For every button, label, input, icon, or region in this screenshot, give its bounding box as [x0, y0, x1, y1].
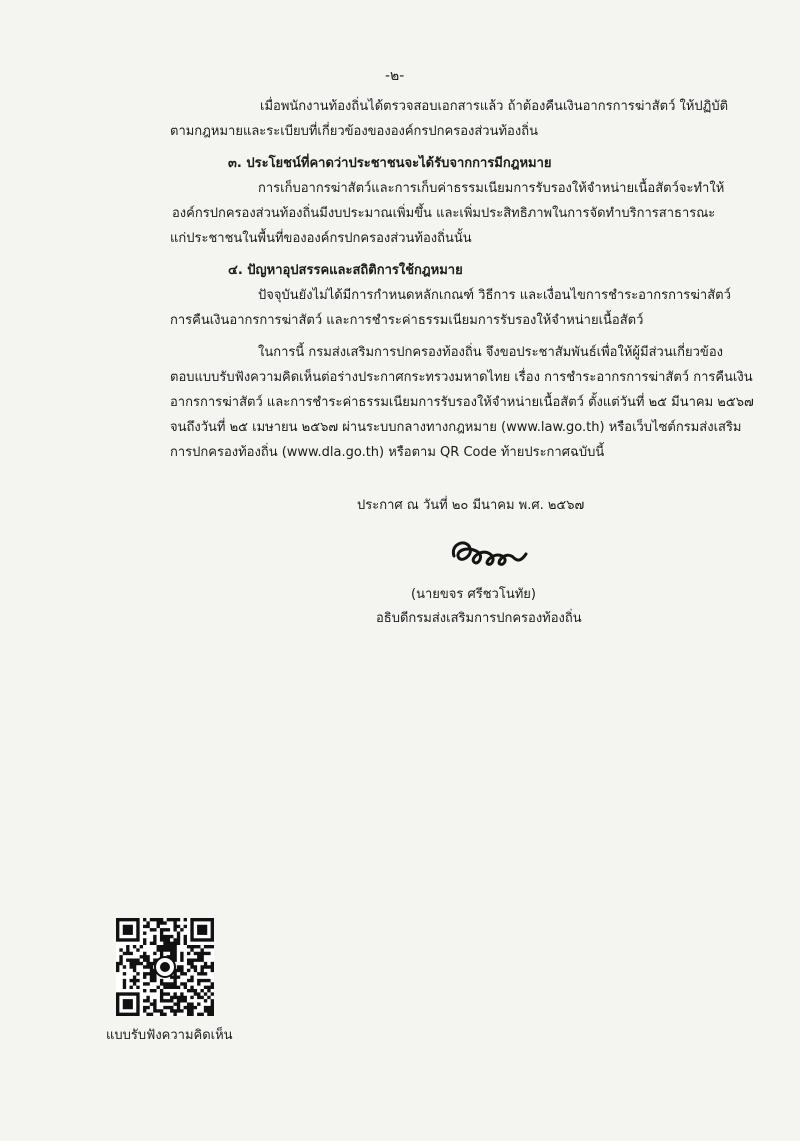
signature-icon	[448, 534, 528, 574]
section3-heading: ๓. ประโยชน์ที่คาดว่าประชาชนจะได้รับจากการมีกฎหมาย	[228, 156, 552, 171]
invite-line-1: ในการนี้ กรมส่งเสริมการปกครองท้องถิ่น จึงขอประชาสัมพันธ์เพื่อให้ผู้มีส่วนเกี่ยวข้อง	[258, 345, 723, 360]
page-number: -๒-	[385, 68, 405, 84]
invite-line-3: อากรการฆ่าสัตว์ และการชำระค่าธรรมเนียมการรับรองให้จำหน่ายเนื้อสัตว์ ตั้งแต่วันที่ ๒๕ มีนาคม ๒๕๖๗	[170, 395, 754, 410]
announce-date: ประกาศ ณ วันที่ ๒๐ มีนาคม พ.ศ. ๒๕๖๗	[357, 498, 585, 513]
qr-code-icon[interactable]	[116, 918, 214, 1016]
section4-line-1: ปัจจุบันยังไม่ได้มีการกำหนดหลักเกณฑ์ วิธีการ และเงื่อนไขการชำระอากรการฆ่าสัตว์	[258, 288, 731, 303]
section4-heading: ๔. ปัญหาอุปสรรคและสถิติการใช้กฎหมาย	[228, 263, 463, 278]
signer-name: (นายขจร ศรีชวโนทัย)	[411, 587, 536, 602]
section3-line-2: องค์กรปกครองส่วนท้องถิ่นมีงบประมาณเพิ่มขึ้น และเพิ่มประสิทธิภาพในการจัดทำบริการสาธารณะ	[172, 206, 716, 221]
invite-line-4: จนถึงวันที่ ๒๕ เมษายน ๒๕๖๗ ผ่านระบบกลางทางกฎหมาย (www.law.go.th) หรือเว็บไซต์กรมส่งเสริม	[170, 420, 742, 435]
intro-line-2: ตามกฎหมายและระเบียบที่เกี่ยวข้องขององค์กรปกครองส่วนท้องถิ่น	[170, 124, 538, 139]
section3-line-3: แก่ประชาชนในพื้นที่ขององค์กรปกครองส่วนท้องถิ่นนั้น	[170, 231, 472, 246]
section4-line-2: การคืนเงินอากรการฆ่าสัตว์ และการชำระค่าธรรมเนียมการรับรองให้จำหน่ายเนื้อสัตว์	[170, 313, 644, 328]
qr-caption: แบบรับฟังความคิดเห็น	[106, 1028, 233, 1043]
section3-line-1: การเก็บอากรฆ่าสัตว์และการเก็บค่าธรรมเนียมการรับรองให้จำหน่ายเนื้อสัตว์จะทำให้	[258, 181, 725, 196]
invite-line-5: การปกครองท้องถิ่น (www.dla.go.th) หรือตาม QR Code ท้ายประกาศฉบับนี้	[170, 445, 605, 460]
intro-line-1: เมื่อพนักงานท้องถิ่นได้ตรวจสอบเอกสารแล้ว ถ้าต้องคืนเงินอากรการฆ่าสัตว์ ให้ปฏิบัติ	[260, 99, 729, 114]
signer-title: อธิบดีกรมส่งเสริมการปกครองท้องถิ่น	[376, 611, 582, 626]
invite-line-2: ตอบแบบรับฟังความคิดเห็นต่อร่างประกาศกระทรวงมหาดไทย เรื่อง การชำระอากรการฆ่าสัตว์ การคืนเงิน	[170, 370, 753, 385]
